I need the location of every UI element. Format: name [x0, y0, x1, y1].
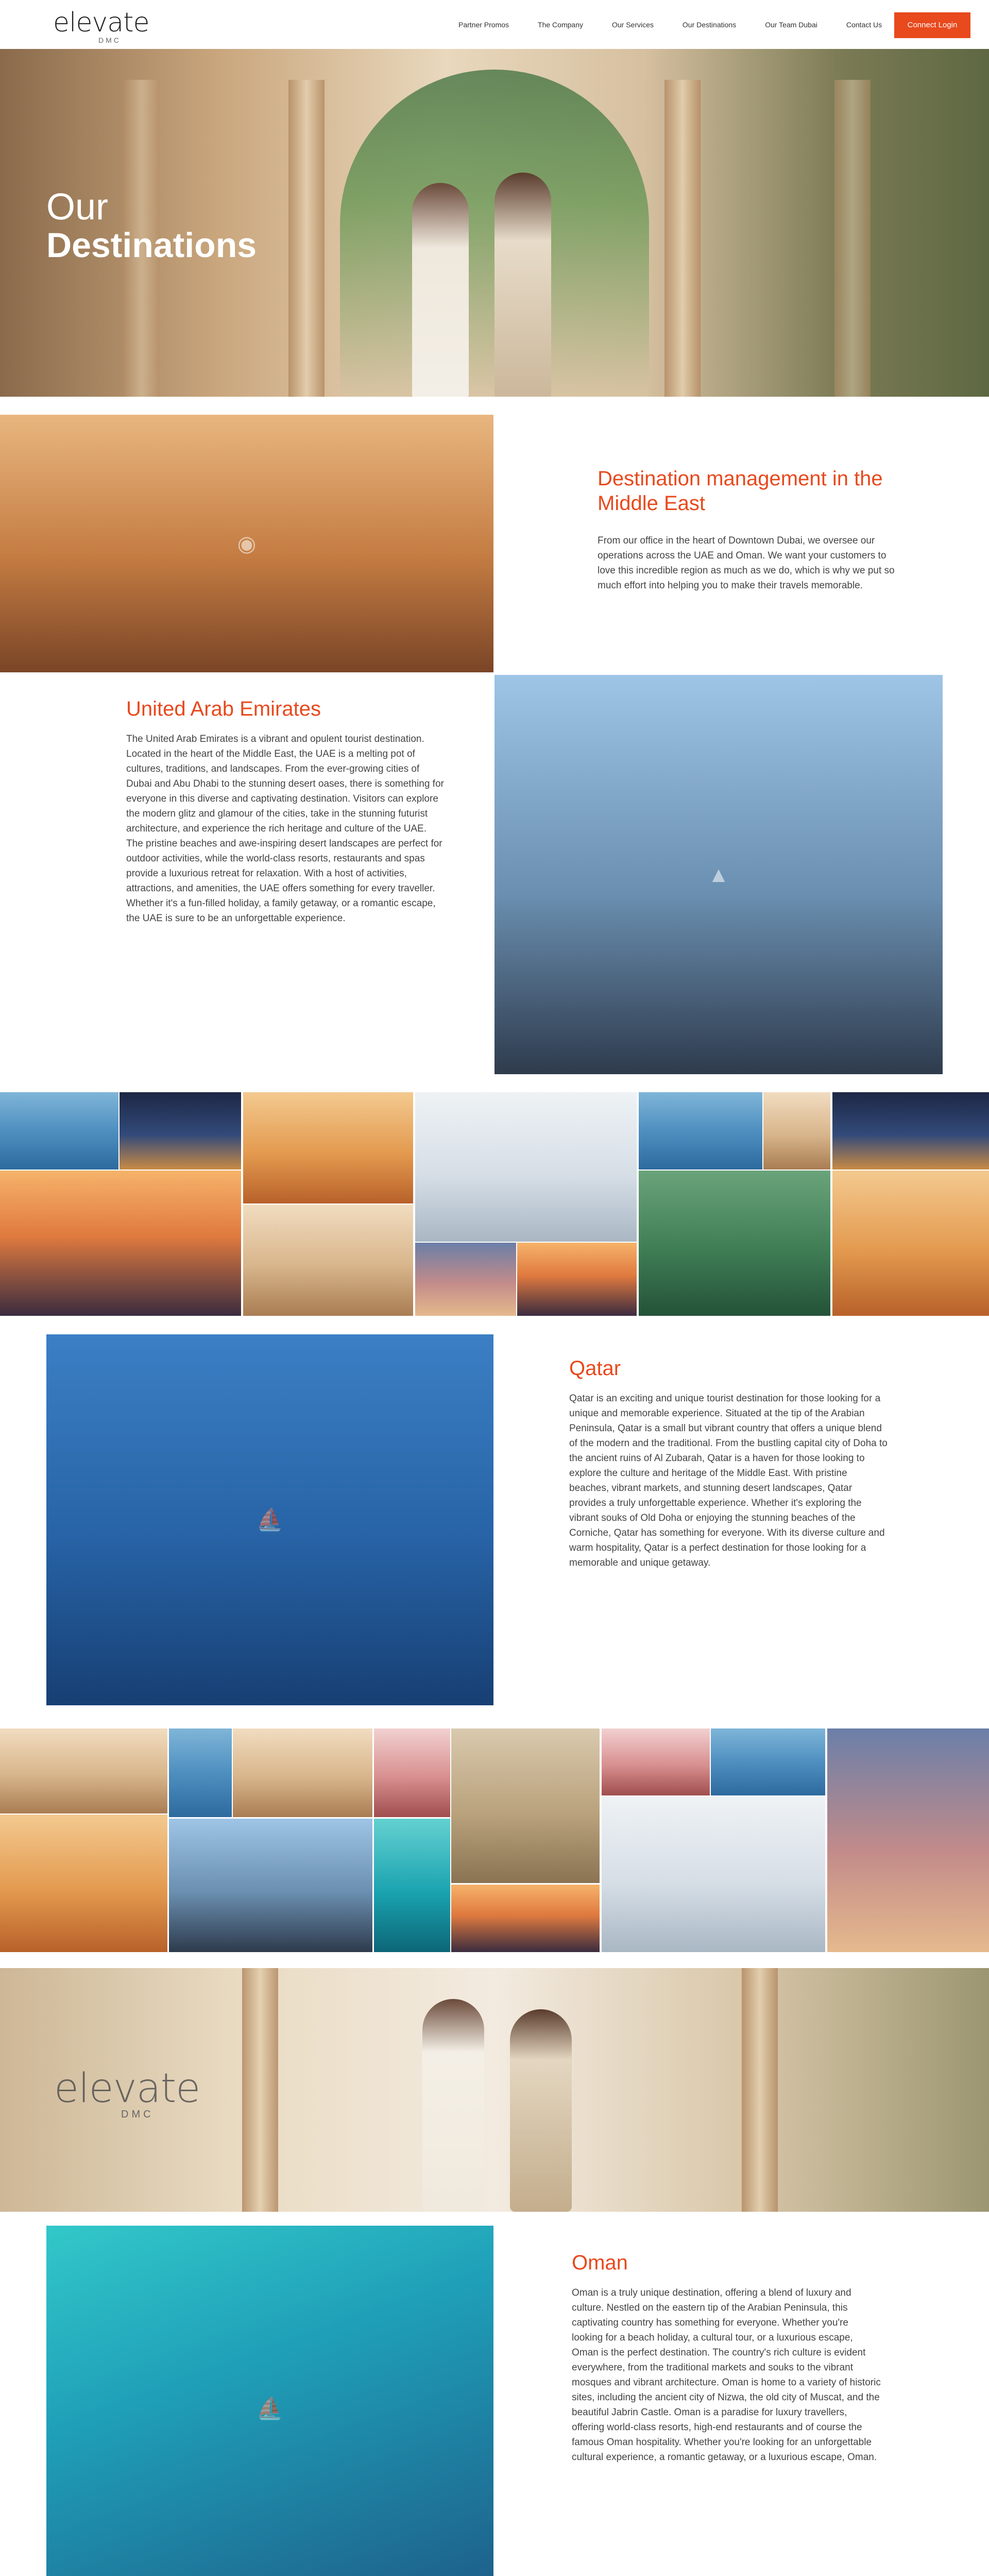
hero-title [46, 188, 257, 264]
logo[interactable] [53, 9, 166, 45]
gallery-image[interactable] [0, 1728, 167, 1814]
gallery-image[interactable] [639, 1171, 830, 1316]
banner-logo-subtitle: DMC [121, 2109, 154, 2120]
uae-title: United Arab Emirates [126, 698, 321, 720]
oman-title: Oman [572, 2251, 628, 2274]
hero-column [834, 80, 871, 397]
uae-body: The United Arab Emirates is a vibrant and opulent tourist destination. Located in the heart of the Middle East, the UAE is a melting pot of cultures, traditions, and landscapes. From the ever-growing cities of Dubai and Abu Dhabi to the stunning desert oases, there is something for everyone in this diverse and captivating destination. Visitors can explore the modern glitz and glamour of the cities, take in the stunning futurist architecture, and experience the rich heritage and culture of the UAE. The pristine beaches and awe-inspiring desert landscapes are perfect for outdoor activities, while the world-class resorts, restaurants and spas provide a luxurious retreat for relaxation. With a host of activities, attractions, and amenities, the UAE offers something for every traveller. Whether it's a fun-filled holiday, a family getaway, or a romantic escape, the UAE is sure to be an unforgettable experience. [126, 734, 444, 924]
hero-person [412, 183, 469, 397]
gallery-image[interactable] [602, 1728, 710, 1795]
connect-login-button[interactable]: Connect Login [894, 12, 970, 38]
gallery-image[interactable] [169, 1819, 372, 1952]
hero-banner [0, 49, 989, 397]
qatar-title: Qatar [569, 1357, 621, 1380]
gallery-image[interactable] [763, 1092, 830, 1170]
gallery-image[interactable] [243, 1205, 413, 1316]
boat-icon: ⛵ [256, 1507, 284, 1532]
hero-column [664, 80, 701, 397]
nav-the-company[interactable]: The Company [538, 21, 583, 29]
main-nav [444, 19, 896, 31]
banner-person [510, 2009, 572, 2212]
gallery-image[interactable] [517, 1243, 637, 1316]
tower-icon: ▲ [708, 862, 729, 887]
gallery-image[interactable] [0, 1171, 241, 1316]
logo-subtitle: DMC [98, 36, 121, 44]
gallery-image[interactable] [415, 1243, 516, 1316]
nav-contact-us[interactable]: Contact Us [846, 21, 882, 29]
hero-column [288, 80, 325, 397]
gallery-image[interactable] [233, 1728, 372, 1817]
banner-logo-wordmark: elevate [54, 2065, 200, 2112]
gallery-image[interactable] [374, 1819, 450, 1952]
logo-wordmark: elevate [53, 7, 149, 38]
nav-partner-promos[interactable]: Partner Promos [458, 21, 509, 29]
hero-title-line1: Our [46, 187, 109, 228]
oman-dhow-boat-photo [46, 2226, 493, 2576]
qatar-body: Qatar is an exciting and unique tourist destination for those looking for a unique and memorable experience. Situated at the tip of the Arabian Peninsula, Qatar is a small but vibrant country that offers a unique blend of the modern and the traditional. From the bustling capital city of Doha to the ancient ruins of Al Zubarah, Qatar is a haven for those looking to explore the culture and heritage of the Middle East. With pristine beaches, vibrant markets, and stunning desert landscapes, Qatar provides a truly unforgettable experience. Whether it's exploring the vibrant souks of Old Doha or enjoying the stunning beaches of the Corniche, Qatar has something for everyone. With its diverse culture and warm hospitality, Qatar is a perfect destination for those looking for a memorable and unique getaway. [569, 1393, 888, 1568]
banner-column [242, 1968, 278, 2212]
intro-title: Destination management in the Middle East [598, 467, 883, 515]
nav-our-team-dubai[interactable]: Our Team Dubai [765, 21, 817, 29]
intro-selfie-photo [0, 415, 493, 672]
banner-person [422, 1999, 484, 2212]
gallery-image[interactable] [832, 1092, 989, 1170]
site-header [0, 0, 989, 49]
banner-logo [54, 2065, 200, 2121]
hero-person [494, 173, 551, 397]
brand-banner [0, 1968, 989, 2212]
gallery-image[interactable] [451, 1728, 600, 1883]
hero-title-line2: Destinations [46, 226, 257, 265]
gallery-image[interactable] [827, 1728, 989, 1952]
camera-icon: ◉ [237, 531, 257, 556]
nav-our-destinations[interactable]: Our Destinations [682, 21, 737, 29]
gallery-image[interactable] [415, 1092, 637, 1242]
nav-our-services[interactable]: Our Services [611, 21, 654, 29]
gallery-image[interactable] [0, 1092, 118, 1170]
gallery-image[interactable] [374, 1728, 450, 1817]
gallery-image[interactable] [602, 1797, 825, 1952]
gallery-image[interactable] [120, 1092, 241, 1170]
boat-icon: ⛵ [256, 2396, 284, 2420]
qatar-dhow-boat-photo [46, 1334, 493, 1705]
intro-body: From our office in the heart of Downtown Dubai, we oversee our operations across the UAE and Oman. We want your customers to love this incredible region as much as we do, which is why we put so much effort into helping you to make their travels memorable. [598, 535, 895, 591]
uae-burj-al-arab-photo [494, 675, 943, 1074]
gallery-image[interactable] [639, 1092, 762, 1170]
gallery-image[interactable] [243, 1092, 413, 1204]
oman-body: Oman is a truly unique destination, offering a blend of luxury and culture. Nestled on the eastern tip of the Arabian Peninsula, this captivating country has something for everyone. Whether you're looking for a beach holiday, a cultural tour, or a luxurious escape, Oman is the perfect destination. The country's rich culture is evident everywhere, from the traditional markets and souks to the vibrant mosques and vibrant architecture. Oman is home to a variety of historic sites, including the ancient city of Nizwa, the old city of Muscat, and the beautiful Jabrin Castle. Oman is a paradise for luxury travellers, offering world-class resorts, high-end restaurants and of course the famous Oman hospitality. Whether you're looking for an unforgettable cultural experience, a romantic getaway, or a luxurious escape, Oman. [572, 2287, 881, 2463]
gallery-image[interactable] [711, 1728, 825, 1795]
gallery-image[interactable] [0, 1815, 167, 1952]
gallery-image[interactable] [451, 1885, 600, 1952]
banner-column [742, 1968, 778, 2212]
gallery-image[interactable] [169, 1728, 232, 1817]
gallery-image[interactable] [832, 1171, 989, 1316]
